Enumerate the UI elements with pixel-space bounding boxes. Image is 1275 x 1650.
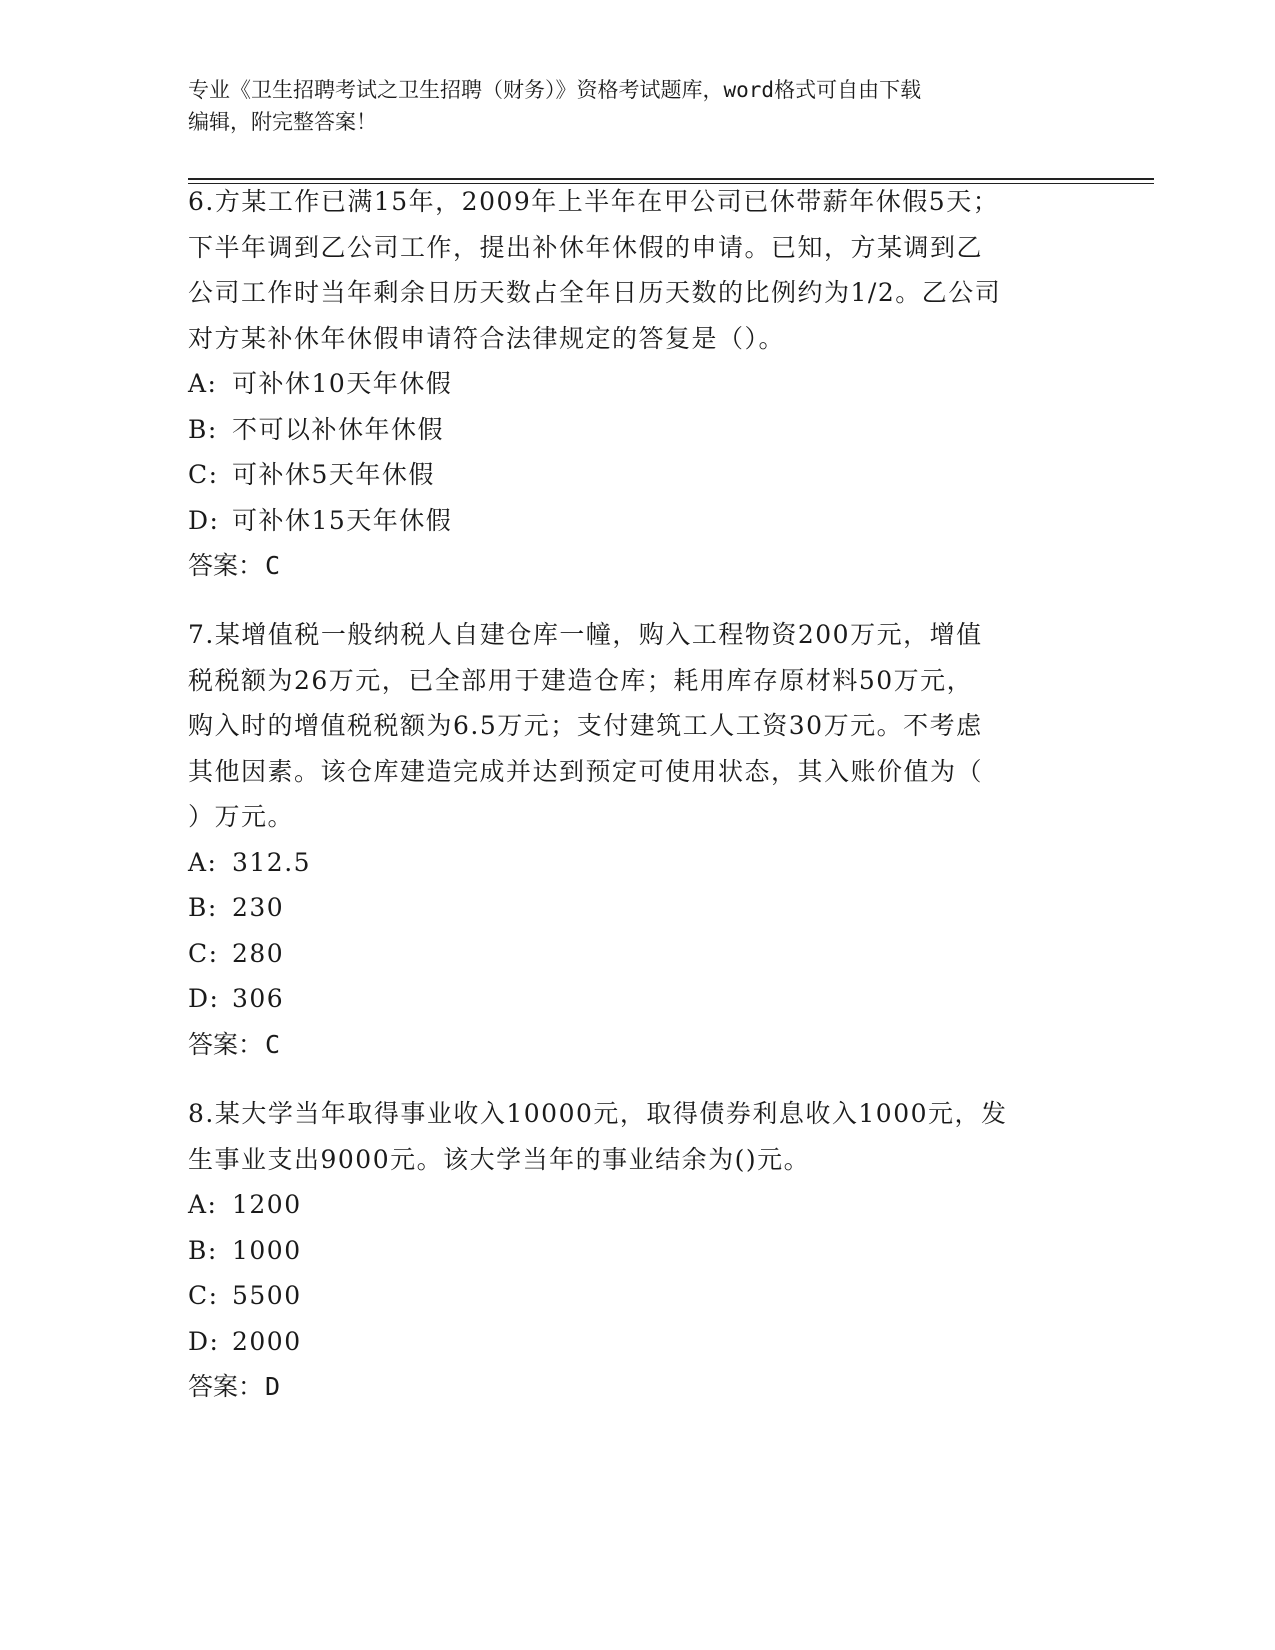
option-b — [188, 1228, 1088, 1274]
option-letter: C: — [188, 1281, 219, 1310]
answer-line — [188, 543, 1088, 589]
document-header — [188, 74, 1088, 138]
option-a — [188, 840, 1088, 886]
option-text: 不可以补休年休假 — [232, 414, 445, 444]
option-text: 可补休15天年休假 — [232, 505, 453, 535]
answer-label: 答案： — [188, 1029, 264, 1059]
option-b — [188, 407, 1088, 453]
option-c — [188, 931, 1088, 977]
option-letter: B: — [188, 893, 218, 922]
option-letter: C: — [188, 938, 219, 968]
header-line: 编辑，附完整答案！ — [188, 110, 377, 134]
option-d — [188, 1319, 1088, 1365]
question-stem: 8.某大学当年取得事业收入10000元，取得债券利息收入1000元，发 生事业支出9000元。该大学当年的事业结余为()元。 — [188, 1099, 1008, 1174]
option-letter: A: — [188, 369, 218, 398]
option-d — [188, 498, 1088, 544]
question-6 — [188, 179, 1088, 589]
answer-label: 答案： — [188, 551, 264, 580]
option-text: 2000 — [232, 1326, 302, 1356]
option-text: 280 — [232, 938, 285, 968]
question-stem: 6.方某工作已满15年，2009年上半年在甲公司已休带薪年休假5天； 下半年调到乙公司工作，提出补休年休假的申请。已知，方某调到乙 公司工作时当年剩余日历天数占全年日历天数的比例约为1/2。乙公司 对方某补休年休假申请符合法律规定的答复是（）。 — [188, 187, 1002, 353]
option-letter: D: — [188, 984, 220, 1013]
option-text: 312.5 — [232, 847, 312, 877]
option-text: 230 — [232, 893, 285, 922]
option-text: 可补休5天年休假 — [232, 460, 435, 489]
answer-line — [188, 1364, 1088, 1410]
option-letter: B: — [188, 1235, 218, 1265]
option-a — [188, 1182, 1088, 1228]
option-letter: D: — [188, 505, 220, 535]
option-b — [188, 885, 1088, 931]
option-text: 1200 — [232, 1190, 302, 1219]
answer-line — [188, 1022, 1088, 1068]
option-c — [188, 1273, 1088, 1319]
answer-value: C — [265, 551, 281, 580]
option-letter: A: — [188, 847, 218, 877]
option-text: 5500 — [232, 1281, 302, 1310]
option-letter: D: — [188, 1326, 220, 1356]
option-letter: C: — [188, 460, 219, 489]
option-a — [188, 361, 1088, 407]
option-text: 1000 — [232, 1235, 302, 1265]
option-text: 可补休10天年休假 — [232, 369, 453, 398]
answer-value: C — [265, 1029, 281, 1059]
option-letter: A: — [188, 1190, 218, 1219]
question-7 — [188, 612, 1088, 1067]
answer-value: D — [265, 1372, 281, 1401]
option-letter: B: — [188, 414, 218, 444]
header-line: 专业《卫生招聘考试之卫生招聘（财务）》资格考试题库，word格式可自由下载 — [188, 78, 922, 102]
option-text: 306 — [232, 984, 285, 1013]
answer-label: 答案： — [188, 1372, 264, 1401]
option-d — [188, 976, 1088, 1022]
question-stem: 7.某增值税一般纳税人自建仓库一幢，购入工程物资200万元，增值 税税额为26万元，已全部用于建造仓库；耗用库存原材料50万元， 购入时的增值税税额为6.5万元；支付建筑工人工资30万元。不考虑 其他因素。该仓库建造完成并达到预定可使用状态，其入账价值为（ ）万元。 — [188, 620, 984, 831]
option-c — [188, 452, 1088, 498]
question-8 — [188, 1091, 1088, 1410]
